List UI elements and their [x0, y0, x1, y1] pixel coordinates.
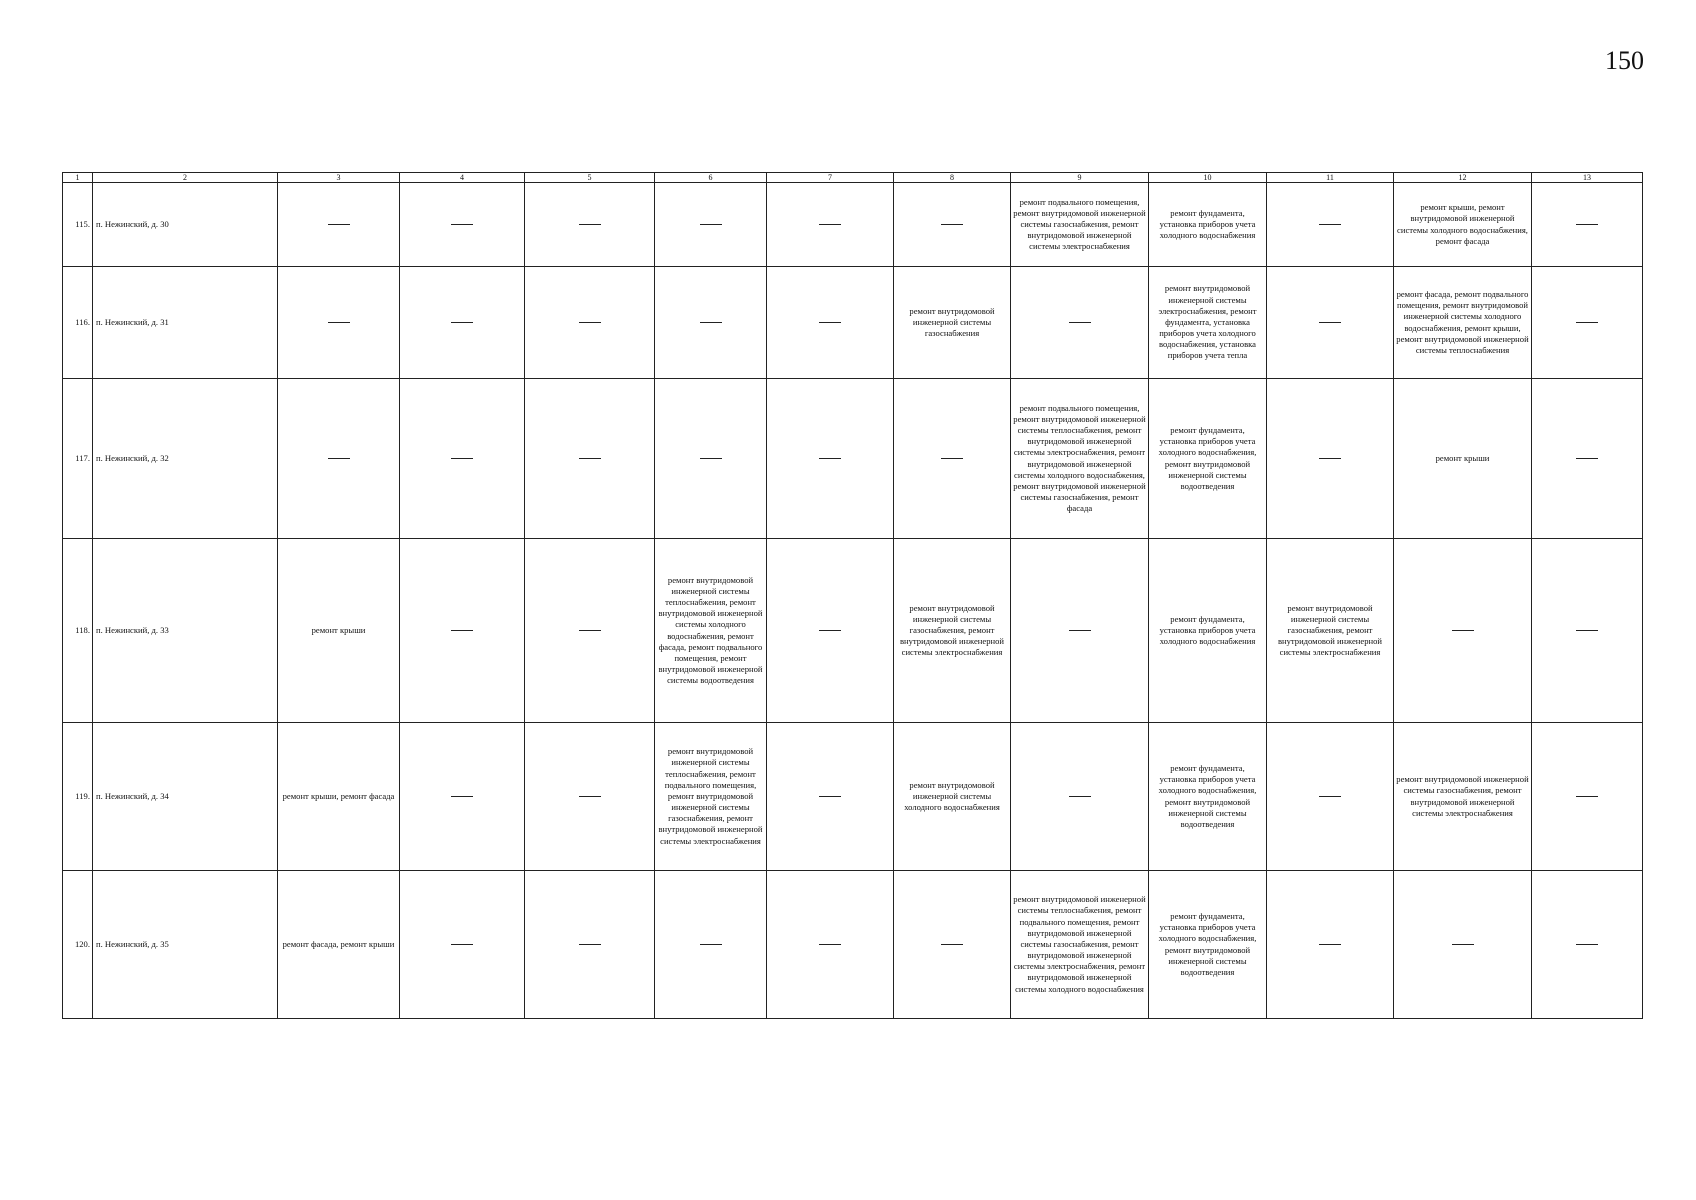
table-cell	[767, 539, 894, 723]
table-cell	[278, 379, 400, 539]
empty-dash	[819, 944, 841, 945]
empty-dash	[579, 630, 601, 631]
table-cell	[1532, 539, 1643, 723]
column-number-8: 8	[894, 173, 1011, 183]
table-cell	[655, 871, 767, 1019]
table-cell: ремонт подвального помещения, ремонт внутридомовой инженерной системы теплоснабжения, ремонт внутридомовой инженерной системы электроснабжения, ремонт внутридомовой инженерной системы холодного водоснабжения, ремонт внутридомовой инженерной системы газоснабжения, ремонт фасада	[1011, 379, 1149, 539]
table-row	[63, 183, 1643, 267]
table-cell: ремонт внутридомовой инженерной системы газоснабжения, ремонт внутридомовой инженерной системы электроснабжения	[1267, 539, 1394, 723]
column-number-5: 5	[525, 173, 655, 183]
table-cell: ремонт внутридомовой инженерной системы холодного водоснабжения	[894, 723, 1011, 871]
table-cell	[894, 379, 1011, 539]
empty-dash	[1319, 458, 1341, 459]
table-body	[63, 183, 1643, 1019]
empty-dash	[700, 944, 722, 945]
table-cell	[767, 267, 894, 379]
empty-dash	[819, 458, 841, 459]
column-number-7: 7	[767, 173, 894, 183]
empty-dash	[451, 224, 473, 225]
empty-dash	[579, 796, 601, 797]
empty-dash	[579, 322, 601, 323]
table-cell	[278, 267, 400, 379]
empty-dash	[1452, 630, 1474, 631]
empty-dash	[1576, 322, 1598, 323]
table-cell	[1532, 379, 1643, 539]
empty-dash	[451, 458, 473, 459]
table-cell: ремонт крыши	[278, 539, 400, 723]
table-cell	[1011, 267, 1149, 379]
address-cell: п. Нежинский, д. 34	[93, 723, 278, 871]
table-cell	[400, 871, 525, 1019]
table-cell: ремонт внутридомовой инженерной системы теплоснабжения, ремонт внутридомовой инженерной системы холодного водоснабжения, ремонт фасада, ремонт подвального помещения, ремонт внутридомовой инженерной системы водоотведения	[655, 539, 767, 723]
table-cell: ремонт фундамента, установка приборов учета холодного водоснабжения, ремонт внутридомовой инженерной системы водоотведения	[1149, 379, 1267, 539]
empty-dash	[819, 224, 841, 225]
table-cell	[1267, 183, 1394, 267]
repair-schedule-table	[62, 172, 1643, 1019]
row-number: 119.	[63, 723, 93, 871]
table-cell	[1267, 871, 1394, 1019]
table-cell: ремонт фундамента, установка приборов учета холодного водоснабжения, ремонт внутридомовой инженерной системы водоотведения	[1149, 871, 1267, 1019]
table-row	[63, 267, 1643, 379]
table-cell	[400, 723, 525, 871]
address-cell: п. Нежинский, д. 35	[93, 871, 278, 1019]
table-cell	[525, 723, 655, 871]
empty-dash	[579, 458, 601, 459]
row-number: 116.	[63, 267, 93, 379]
table-cell: ремонт внутридомовой инженерной системы газоснабжения	[894, 267, 1011, 379]
empty-dash	[1319, 796, 1341, 797]
table-cell	[400, 379, 525, 539]
column-number-9: 9	[1011, 173, 1149, 183]
table-cell: ремонт крыши, ремонт фасада	[278, 723, 400, 871]
table-cell: ремонт внутридомовой инженерной системы теплоснабжения, ремонт подвального помещения, ремонт внутридомовой инженерной системы газоснабжения, ремонт внутридомовой инженерной системы электроснабжения, ремонт внутридомовой инженерной системы холодного водоснабжения	[1011, 871, 1149, 1019]
table-cell	[1394, 871, 1532, 1019]
table-cell	[400, 539, 525, 723]
row-number: 120.	[63, 871, 93, 1019]
table-cell	[767, 379, 894, 539]
table-cell	[655, 267, 767, 379]
table-cell	[278, 183, 400, 267]
column-number-row	[63, 173, 1643, 183]
table-cell: ремонт внутридомовой инженерной системы электроснабжения, ремонт фундамента, установка приборов учета холодного водоснабжения, установка приборов учета тепла	[1149, 267, 1267, 379]
empty-dash	[1069, 630, 1091, 631]
empty-dash	[328, 224, 350, 225]
empty-dash	[700, 224, 722, 225]
column-number-12: 12	[1394, 173, 1532, 183]
table-cell: ремонт фундамента, установка приборов учета холодного водоснабжения, ремонт внутридомовой инженерной системы водоотведения	[1149, 723, 1267, 871]
empty-dash	[1576, 458, 1598, 459]
table-cell	[525, 539, 655, 723]
table-cell	[894, 183, 1011, 267]
table-cell	[1532, 183, 1643, 267]
page-number: 150	[1605, 46, 1644, 75]
table-cell: ремонт внутридомовой инженерной системы газоснабжения, ремонт внутридомовой инженерной системы электроснабжения	[894, 539, 1011, 723]
empty-dash	[819, 796, 841, 797]
column-number-10: 10	[1149, 173, 1267, 183]
column-number-13: 13	[1532, 173, 1643, 183]
empty-dash	[328, 322, 350, 323]
empty-dash	[941, 458, 963, 459]
table-cell: ремонт крыши, ремонт внутридомовой инженерной системы холодного водоснабжения, ремонт фасада	[1394, 183, 1532, 267]
empty-dash	[451, 944, 473, 945]
table-cell	[1267, 723, 1394, 871]
empty-dash	[941, 224, 963, 225]
table-cell	[1532, 723, 1643, 871]
table-cell	[894, 871, 1011, 1019]
row-number: 115.	[63, 183, 93, 267]
empty-dash	[451, 796, 473, 797]
empty-dash	[451, 322, 473, 323]
table-cell	[525, 871, 655, 1019]
table-cell: ремонт крыши	[1394, 379, 1532, 539]
empty-dash	[941, 944, 963, 945]
empty-dash	[1069, 322, 1091, 323]
table-cell	[1532, 871, 1643, 1019]
column-number-3: 3	[278, 173, 400, 183]
empty-dash	[1576, 944, 1598, 945]
table-cell: ремонт фундамента, установка приборов учета холодного водоснабжения	[1149, 183, 1267, 267]
table-cell	[1394, 539, 1532, 723]
empty-dash	[1319, 224, 1341, 225]
empty-dash	[451, 630, 473, 631]
empty-dash	[1069, 796, 1091, 797]
empty-dash	[579, 224, 601, 225]
row-number: 117.	[63, 379, 93, 539]
empty-dash	[328, 458, 350, 459]
empty-dash	[1576, 796, 1598, 797]
empty-dash	[1319, 322, 1341, 323]
table-row	[63, 539, 1643, 723]
table-cell	[525, 379, 655, 539]
empty-dash	[700, 322, 722, 323]
table-cell	[1011, 539, 1149, 723]
table-cell	[655, 183, 767, 267]
table-cell: ремонт подвального помещения, ремонт внутридомовой инженерной системы газоснабжения, ремонт внутридомовой инженерной системы электроснабжения	[1011, 183, 1149, 267]
address-cell: п. Нежинский, д. 30	[93, 183, 278, 267]
empty-dash	[700, 458, 722, 459]
empty-dash	[1576, 630, 1598, 631]
table-cell	[400, 267, 525, 379]
column-number-1: 1	[63, 173, 93, 183]
empty-dash	[1452, 944, 1474, 945]
table-cell	[655, 379, 767, 539]
table-cell: ремонт внутридомовой инженерной системы теплоснабжения, ремонт подвального помещения, ремонт внутридомовой инженерной системы газоснабжения, ремонт внутридомовой инженерной системы электроснабжения	[655, 723, 767, 871]
column-number-11: 11	[1267, 173, 1394, 183]
empty-dash	[1319, 944, 1341, 945]
table-row	[63, 723, 1643, 871]
table-cell: ремонт фасада, ремонт крыши	[278, 871, 400, 1019]
address-cell: п. Нежинский, д. 32	[93, 379, 278, 539]
column-number-2: 2	[93, 173, 278, 183]
table-cell: ремонт фасада, ремонт подвального помещения, ремонт внутридомовой инженерной системы холодного водоснабжения, ремонт крыши, ремонт внутридомовой инженерной системы теплоснабжения	[1394, 267, 1532, 379]
empty-dash	[819, 630, 841, 631]
table-cell	[767, 183, 894, 267]
table-cell: ремонт внутридомовой инженерной системы газоснабжения, ремонт внутридомовой инженерной системы электроснабжения	[1394, 723, 1532, 871]
table-cell	[1532, 267, 1643, 379]
address-cell: п. Нежинский, д. 31	[93, 267, 278, 379]
column-number-4: 4	[400, 173, 525, 183]
table-cell	[525, 267, 655, 379]
row-number: 118.	[63, 539, 93, 723]
table-row	[63, 379, 1643, 539]
address-cell: п. Нежинский, д. 33	[93, 539, 278, 723]
table-cell	[1011, 723, 1149, 871]
empty-dash	[579, 944, 601, 945]
table-cell	[767, 723, 894, 871]
empty-dash	[819, 322, 841, 323]
table-cell	[1267, 267, 1394, 379]
table-cell	[1267, 379, 1394, 539]
column-number-6: 6	[655, 173, 767, 183]
table-cell	[767, 871, 894, 1019]
table-row	[63, 871, 1643, 1019]
empty-dash	[1576, 224, 1598, 225]
table-cell	[400, 183, 525, 267]
table-cell	[525, 183, 655, 267]
table-cell: ремонт фундамента, установка приборов учета холодного водоснабжения	[1149, 539, 1267, 723]
